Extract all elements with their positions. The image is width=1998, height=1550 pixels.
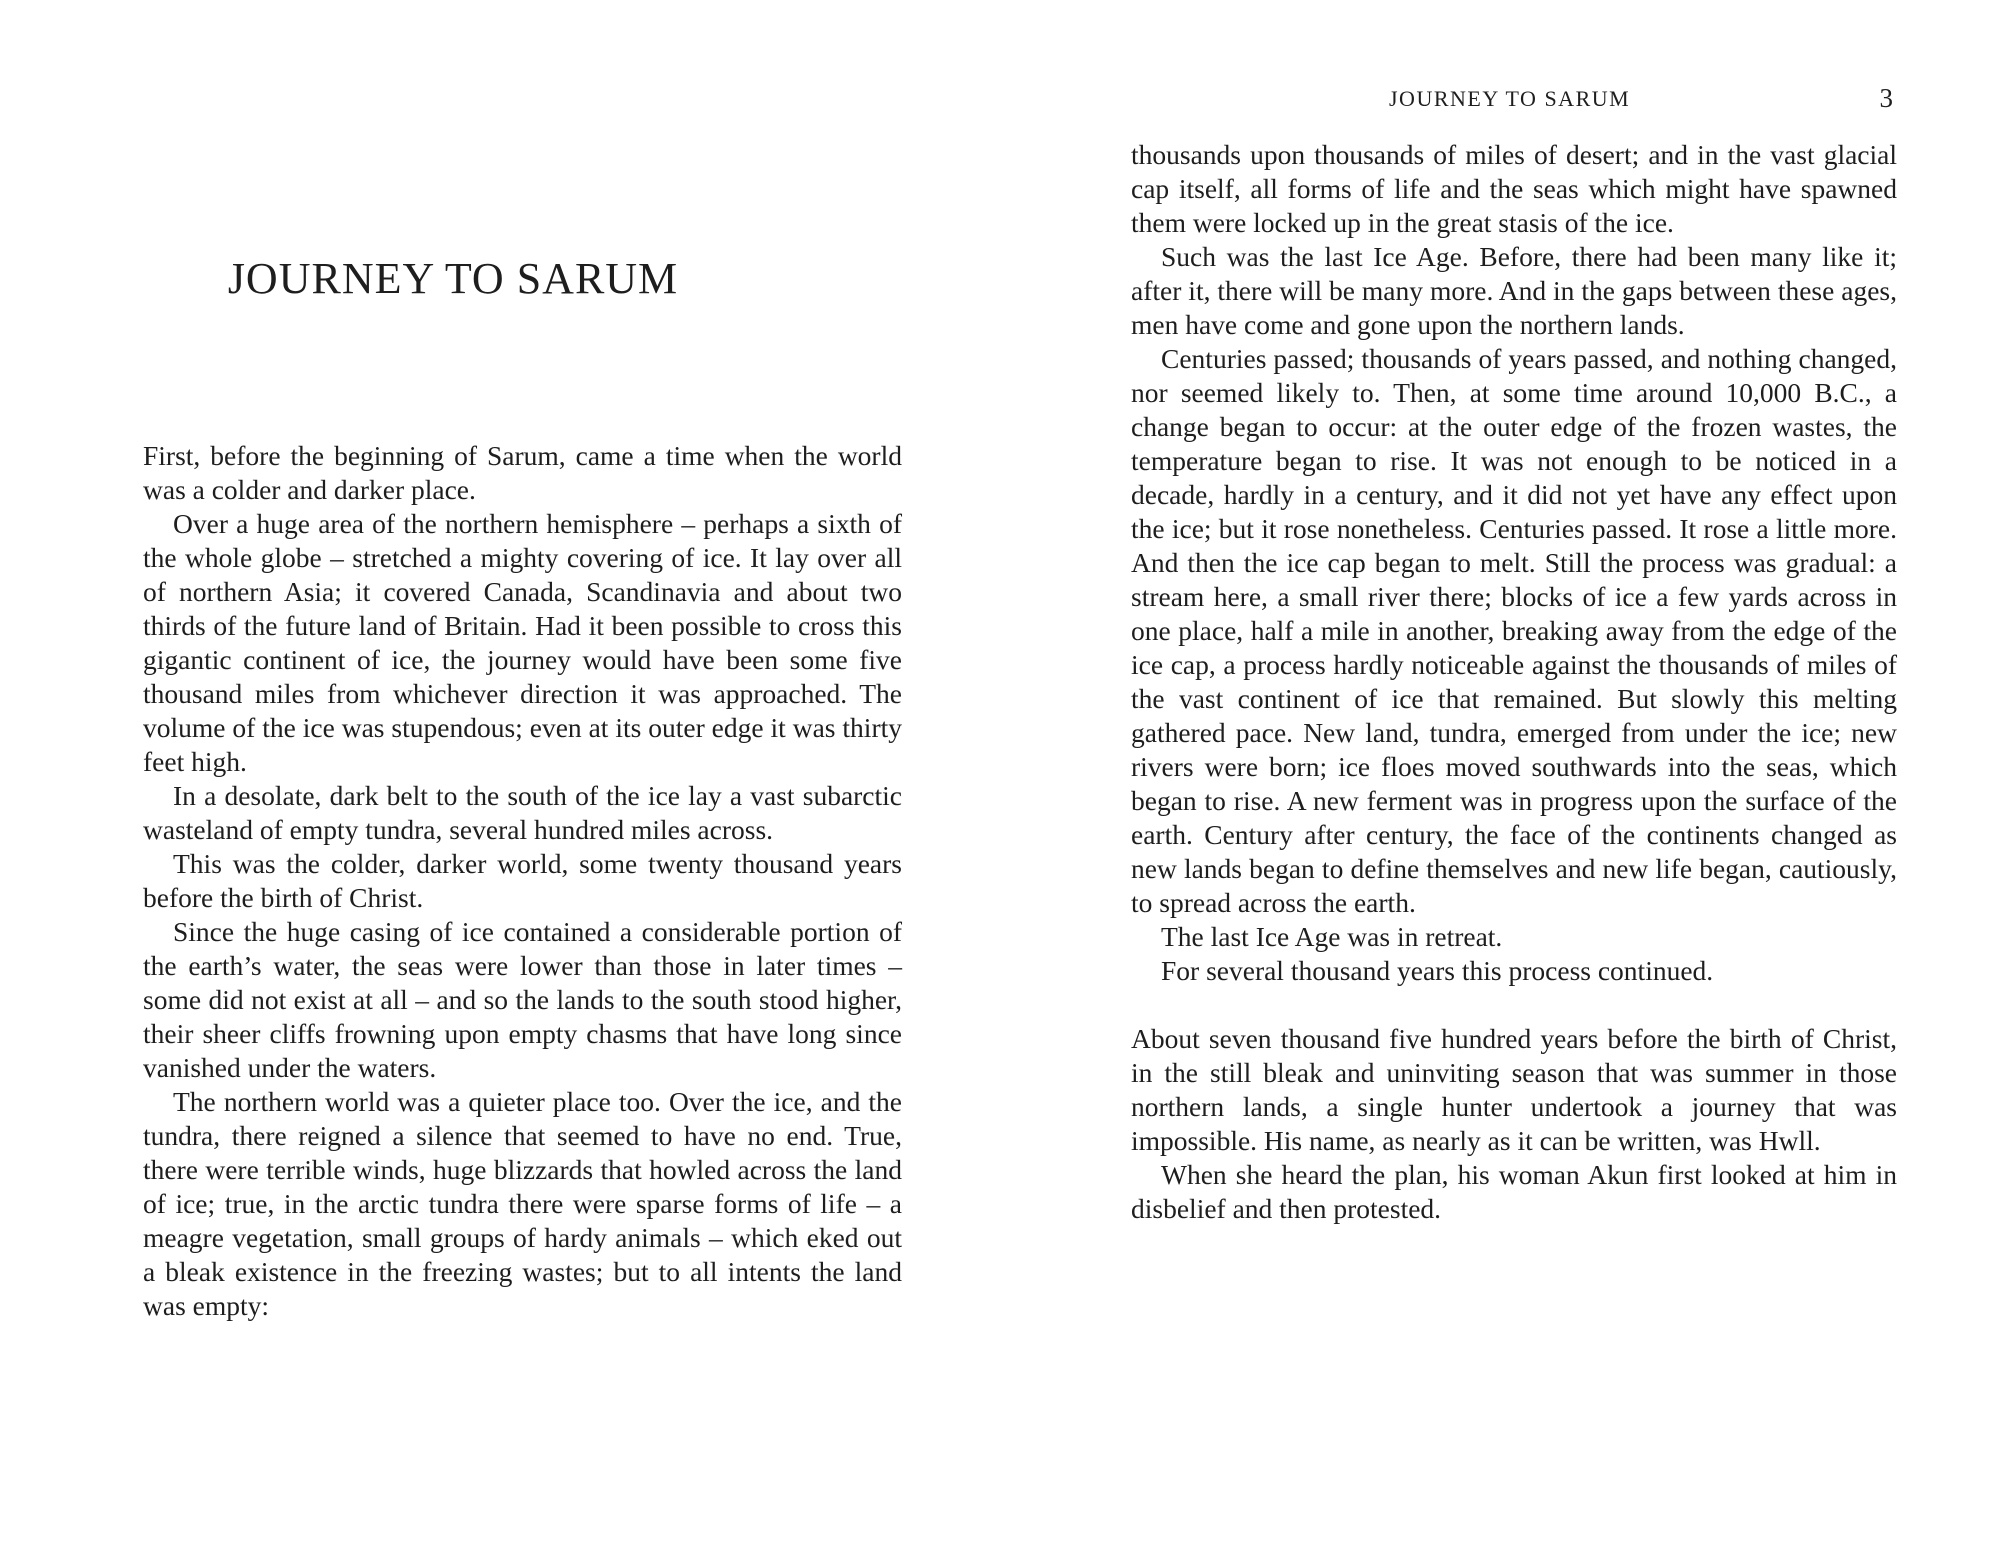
- right-page-body: [1131, 138, 1897, 1226]
- paragraph: Over a huge area of the northern hemisphere – perhaps a sixth of the whole globe – stretched a mighty covering of ice. It lay over all of northern Asia; it covered Canada, Scandinavia and about two thirds of the future land of Britain. Had it been possible to cross this gigantic continent of ice, the journey would have been some five thousand miles from whichever direction it was approached. The volume of the ice was stupendous; even at its outer edge it was thirty feet high.: [143, 508, 902, 777]
- right-page: [1131, 0, 1897, 1550]
- page-number: 3: [1879, 83, 1893, 113]
- running-head: [1131, 83, 1897, 116]
- chapter-title: JOURNEY TO SARUM: [227, 254, 679, 303]
- paragraph: thousands upon thousands of miles of desert; and in the vast glacial cap itself, all forms of life and the seas which might have spawned them were locked up in the great stasis of the ice.: [1131, 139, 1897, 238]
- left-page-body: [143, 439, 902, 1323]
- paragraph: The last Ice Age was in retreat.: [1161, 921, 1503, 952]
- paragraph: This was the colder, darker world, some twenty thousand years before the birth of Christ.: [143, 848, 902, 913]
- paragraph: The northern world was a quieter place too. Over the ice, and the tundra, there reigned a silence that seemed to have no end. True, there were terrible winds, huge blizzards that howled across the land of ice; true, in the arctic tundra there were sparse forms of life – a meagre vegetation, small groups of hardy animals – which eked out a bleak existence in the freezing wastes; but to all intents the land was empty:: [143, 1086, 902, 1321]
- paragraph: Such was the last Ice Age. Before, there had been many like it; after it, there will be many more. And in the gaps between these ages, men have come and gone upon the northern lands.: [1131, 241, 1897, 340]
- running-head-title: JOURNEY TO SARUM: [1389, 86, 1631, 111]
- paragraph: In a desolate, dark belt to the south of the ice lay a vast subarctic wasteland of empty tundra, several hundred miles across.: [143, 780, 902, 845]
- paragraph: Centuries passed; thousands of years passed, and nothing changed, nor seemed likely to. Then, at some time around 10,000 B.C., a change began to occur: at the outer edge of the frozen wastes, the temperature began to rise. It was not enough to be noticed in a decade, hardly in a century, and it did not yet have any effect upon the ice; but it rose nonetheless. Centuries passed. It rose a little more. And then the ice cap began to melt. Still the process was gradual: a stream here, a small river there; blocks of ice a few yards across in one place, half a mile in another, breaking away from the edge of the ice cap, a process hardly noticeable against the thousands of miles of the vast continent of ice that remained. But slowly this melting gathered pace. New land, tundra, emerged from under the ice; new rivers were born; ice floes moved southwards into the seas, which began to rise. A new ferment was in progress upon the surface of the earth. Century after century, the face of the continents changed as new lands began to define themselves and new life began, cautiously, to spread across the earth.: [1131, 343, 1897, 918]
- paragraph: Since the huge casing of ice contained a considerable portion of the earth’s water, the seas were lower than those in later times – some did not exist at all – and so the lands to the south stood higher, their sheer cliffs frowning upon empty chasms that have long since vanished under the waters.: [143, 916, 902, 1083]
- paragraph: When she heard the plan, his woman Akun first looked at him in disbelief and then protested.: [1131, 1159, 1897, 1224]
- paragraph: First, before the beginning of Sarum, came a time when the world was a colder and darker place.: [143, 440, 902, 505]
- paragraph: For several thousand years this process continued.: [1161, 955, 1714, 986]
- paragraph: About seven thousand five hundred years before the birth of Christ, in the still bleak and uninviting season that was summer in those northern lands, a single hunter undertook a journey that was impossible. His name, as nearly as it can be written, was Hwll.: [1131, 1023, 1897, 1156]
- left-page: [143, 0, 902, 1550]
